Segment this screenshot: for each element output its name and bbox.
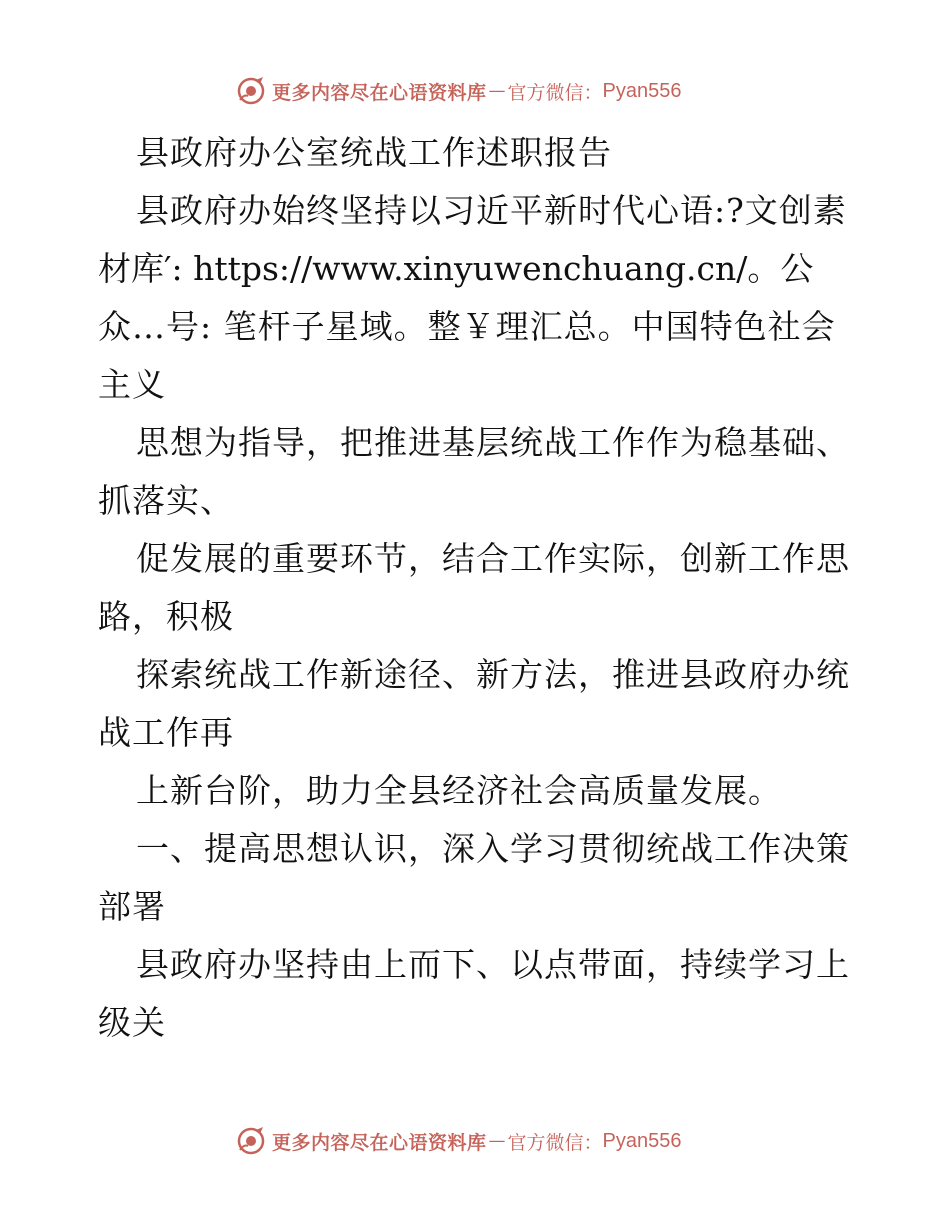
banner-site-name: 更多内容尽在心语资料库 [272, 81, 487, 104]
footer-banner[interactable] [236, 1124, 716, 1158]
pen-circle-icon [236, 76, 266, 106]
pen-circle-icon [236, 1126, 266, 1156]
body-line: 路，积极 [98, 597, 234, 636]
banner-separator: — [488, 81, 506, 101]
banner-separator: — [488, 1131, 506, 1151]
document-body [98, 124, 858, 1052]
body-line: 材库′: https://www.xinyuwenchuang.cn/。公 [98, 249, 814, 288]
banner-wechat-id: Pyan556 [602, 1129, 682, 1152]
document-title: 县政府办公室统战工作述职报告 [136, 133, 612, 172]
body-line: 级关 [98, 1003, 166, 1042]
body-line: 众…号: 笔杆子星域。整￥理汇总。中国特色社会 [98, 307, 836, 346]
body-line: 县政府办始终坚持以习近平新时代心语:?文创素 [136, 191, 847, 230]
banner-wechat-id: Pyan556 [602, 79, 682, 102]
banner-wechat-label: 官方微信： [507, 81, 603, 104]
body-line: 县政府办坚持由上而下、以点带面，持续学习上 [136, 945, 850, 984]
header-banner[interactable] [236, 74, 716, 108]
body-line: 抓落实、 [98, 481, 234, 520]
body-line: 战工作再 [98, 713, 234, 752]
body-line: 主义 [98, 365, 166, 404]
banner-site-name: 更多内容尽在心语资料库 [272, 1131, 487, 1154]
body-line: 探索统战工作新途径、新方法，推进县政府办统 [136, 655, 850, 694]
body-line: 上新台阶，助力全县经济社会高质量发展。 [136, 771, 782, 810]
banner-wechat-label: 官方微信： [507, 1131, 603, 1154]
body-line: 思想为指导，把推进基层统战工作作为稳基础、 [136, 423, 850, 462]
body-line: 促发展的重要环节，结合工作实际，创新工作思 [136, 539, 850, 578]
section-heading: 一、提高思想认识，深入学习贯彻统战工作决策 [136, 829, 850, 868]
body-line: 部署 [98, 887, 166, 926]
